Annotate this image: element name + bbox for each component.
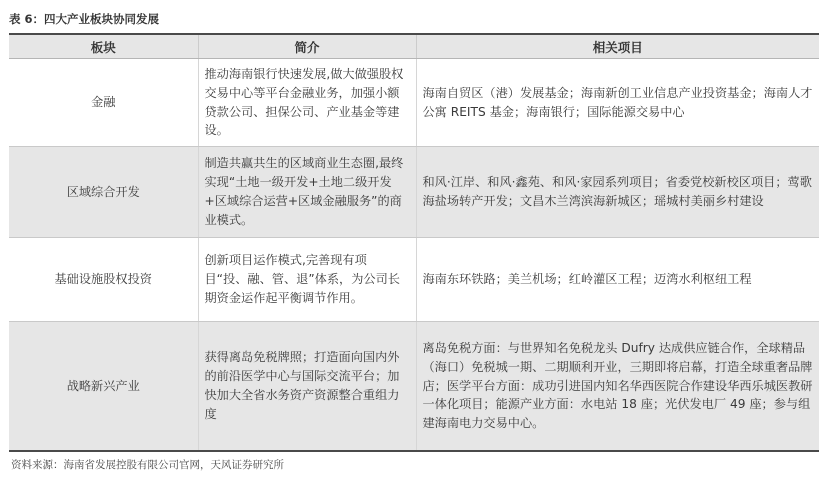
header-intro: 简介: [198, 34, 416, 59]
table-row: [9, 238, 819, 322]
intro-cell: 获得离岛免税牌照；打造面向国内外的前沿医学中心与国际交流平台；加快加大全省水务资产资源整合重组力度: [198, 322, 416, 452]
source-note: 资料来源：海南省发展控股有限公司官网，天风证券研究所: [11, 459, 284, 471]
header-projects: 相关项目: [416, 34, 819, 59]
projects-cell: 海南自贸区（港）发展基金；海南新创工业信息产业投资基金；海南人才公寓 REITS 基金；海南银行；国际能源交易中心: [416, 59, 819, 147]
table-caption: 表 6：四大产业板块协同发展: [9, 12, 160, 26]
table-header-row: [9, 34, 819, 59]
projects-cell: 离岛免税方面：与世界知名免税龙头 Dufry 达成供应链合作，全球精品（海口）免税城一期、二期顺利开业，三期即将启幕，打造全球重奢品牌店；医学平台方面：成功引进国内知名华西医院合作建设华西乐城医教研一体化项目；能源产业方面：水电站 18 座；光伏发电厂 49 座；参与组建海南电力交易中心。: [416, 322, 819, 452]
intro-cell: 创新项目运作模式,完善现有项目“投、融、管、退”体系，为公司长期资金运作起平衡调节作用。: [198, 238, 416, 322]
intro-cell: 推动海南银行快速发展,做大做强股权交易中心等平台金融业务，加强小额贷款公司、担保公司、产业基金等建设。: [198, 59, 416, 147]
header-plate: 板块: [9, 34, 198, 59]
plate-cell: 区域综合开发: [9, 147, 198, 238]
plate-cell: 战略新兴产业: [9, 322, 198, 452]
plate-cell: 基础设施股权投资: [9, 238, 198, 322]
plate-cell: 金融: [9, 59, 198, 147]
projects-cell: 和风·江岸、和风·鑫苑、和风·家园系列项目；省委党校新校区项目；莺歌海盐场转产开发；文昌木兰湾滨海新城区；瑶城村美丽乡村建设: [416, 147, 819, 238]
table-row: [9, 59, 819, 147]
industry-table: [9, 33, 819, 452]
projects-cell: 海南东环铁路；美兰机场；红岭灌区工程；迈湾水利枢纽工程: [416, 238, 819, 322]
intro-cell: 制造共赢共生的区域商业生态圈,最终实现“土地一级开发+土地二级开发+区域综合运营+区域金融服务”的商业模式。: [198, 147, 416, 238]
table-row: [9, 147, 819, 238]
table-row: [9, 322, 819, 452]
